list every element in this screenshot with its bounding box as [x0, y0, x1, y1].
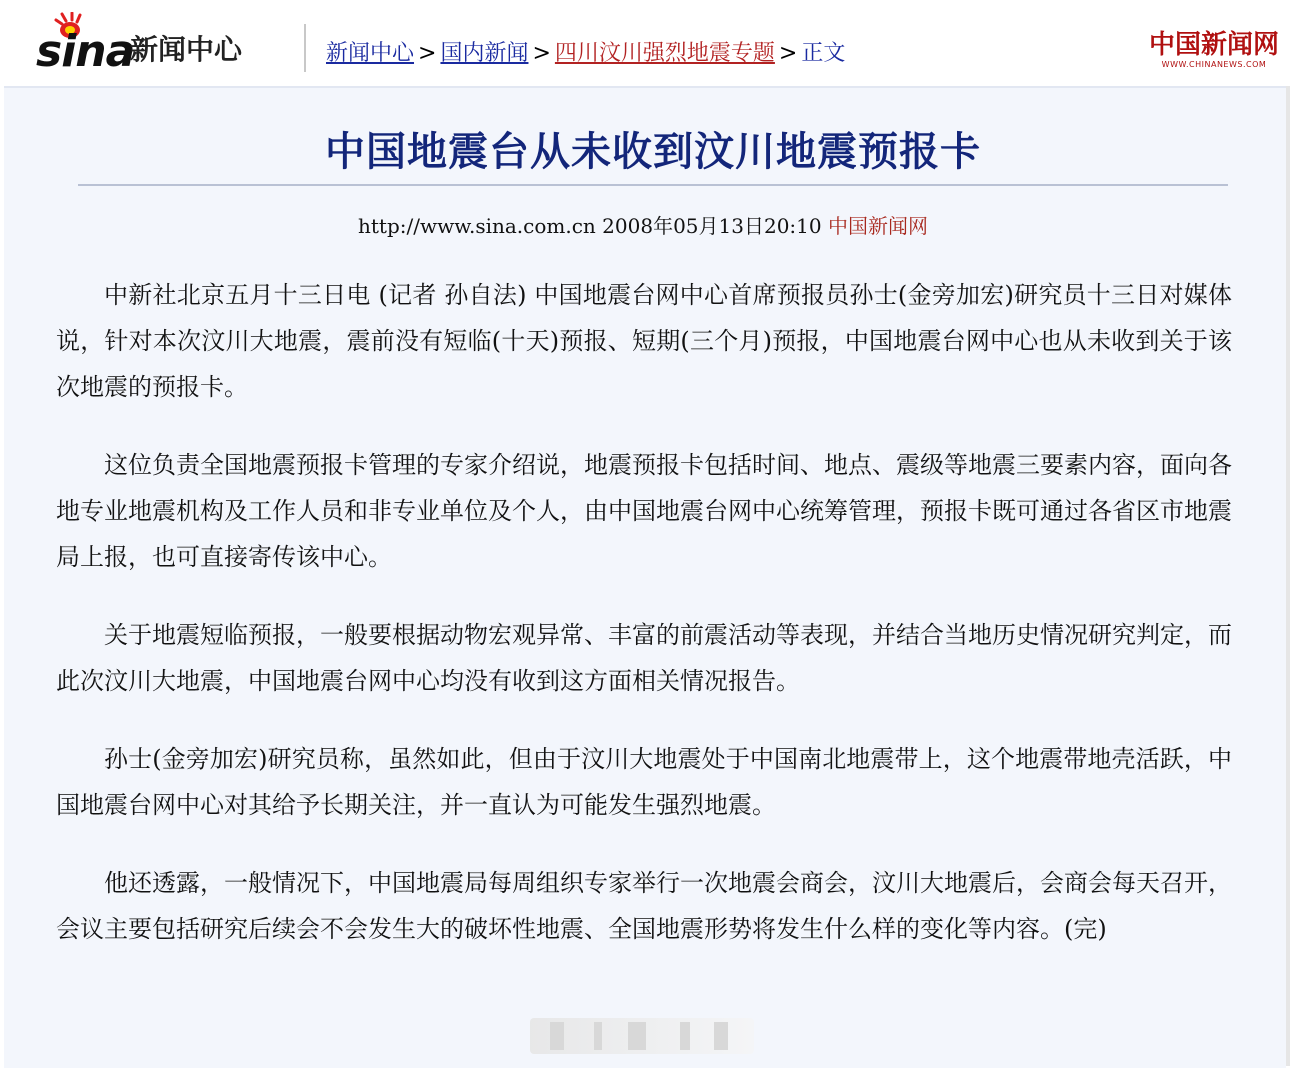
sina-logo[interactable]: [18, 6, 135, 77]
breadcrumb-earthquake-topic[interactable]: 四川汶川强烈地震专题: [554, 41, 775, 66]
article-paragraph: 孙士(金旁加宏)研究员称，虽然如此，但由于汶川大地震处于中国南北地震带上，这个地震带地壳活跃，中国地震台网中心对其给予长期关注，并一直认为可能发生强烈地震。: [56, 745, 1232, 819]
chinanews-logo[interactable]: [1146, 30, 1282, 74]
sina-logo-text: sina: [36, 26, 135, 77]
breadcrumb-news-center[interactable]: 新闻中心: [326, 41, 415, 66]
article-paragraph: 他还透露，一般情况下，中国地震局每周组织专家举行一次地震会商会，汶川大地震后，会商会每天召开，会议主要包括研究后续会不会发生大的破坏性地震、全国地震形势将发生什么样的变化等内容。(完): [56, 869, 1232, 943]
page-header: [0, 0, 1290, 86]
article-paragraph: 这位负责全国地震预报卡管理的专家介绍说，地震预报卡包括时间、地点、震级等地震三要素内容，面向各地专业地震机构及工作人员和非专业单位及个人，由中国地震台网中心统筹管理，预报卡既可通过各省区市地震局上报，也可直接寄传该中心。: [56, 451, 1232, 571]
article-paragraph: 关于地震短临预报，一般要根据动物宏观异常、丰富的前震活动等表现，并结合当地历史情况研究判定，而此次汶川大地震，中国地震台网中心均没有收到这方面相关情况报告。: [56, 621, 1232, 695]
chinanews-logo-en: WWW.CHINANEWS.COM: [1161, 60, 1267, 69]
watermark-bar: [530, 1018, 754, 1054]
breadcrumb: [326, 36, 845, 67]
scroll-edge: [1286, 86, 1290, 1066]
article-body: [56, 272, 1232, 984]
article-meta: [0, 210, 1286, 239]
breadcrumb-current: 正文: [801, 41, 846, 66]
breadcrumb-separator: >: [532, 41, 551, 66]
breadcrumb-domestic-news[interactable]: 国内新闻: [440, 41, 529, 66]
article-source[interactable]: 中国新闻网: [827, 214, 928, 238]
article-title: 中国地震台从未收到汶川地震预报卡: [325, 129, 981, 175]
breadcrumb-separator: >: [778, 41, 798, 66]
channel-name[interactable]: 新闻中心: [130, 33, 243, 66]
header-divider: [304, 24, 306, 72]
breadcrumb-separator: >: [418, 41, 437, 66]
article-datetime: 2008年05月13日20:10: [602, 214, 822, 238]
article-url: http://www.sina.com.cn: [358, 214, 596, 238]
article-paragraph: 中新社北京五月十三日电 (记者 孙自法) 中国地震台网中心首席预报员孙士(金旁加宏)研究员十三日对媒体说，针对本次汶川大地震，震前没有短临(十天)预报、短期(三个月)预报，中国地震台网中心也从未收到关于该次地震的预报卡。: [56, 281, 1232, 401]
chinanews-logo-cn: 中国新闻网: [1148, 30, 1279, 60]
title-divider: [78, 184, 1228, 186]
